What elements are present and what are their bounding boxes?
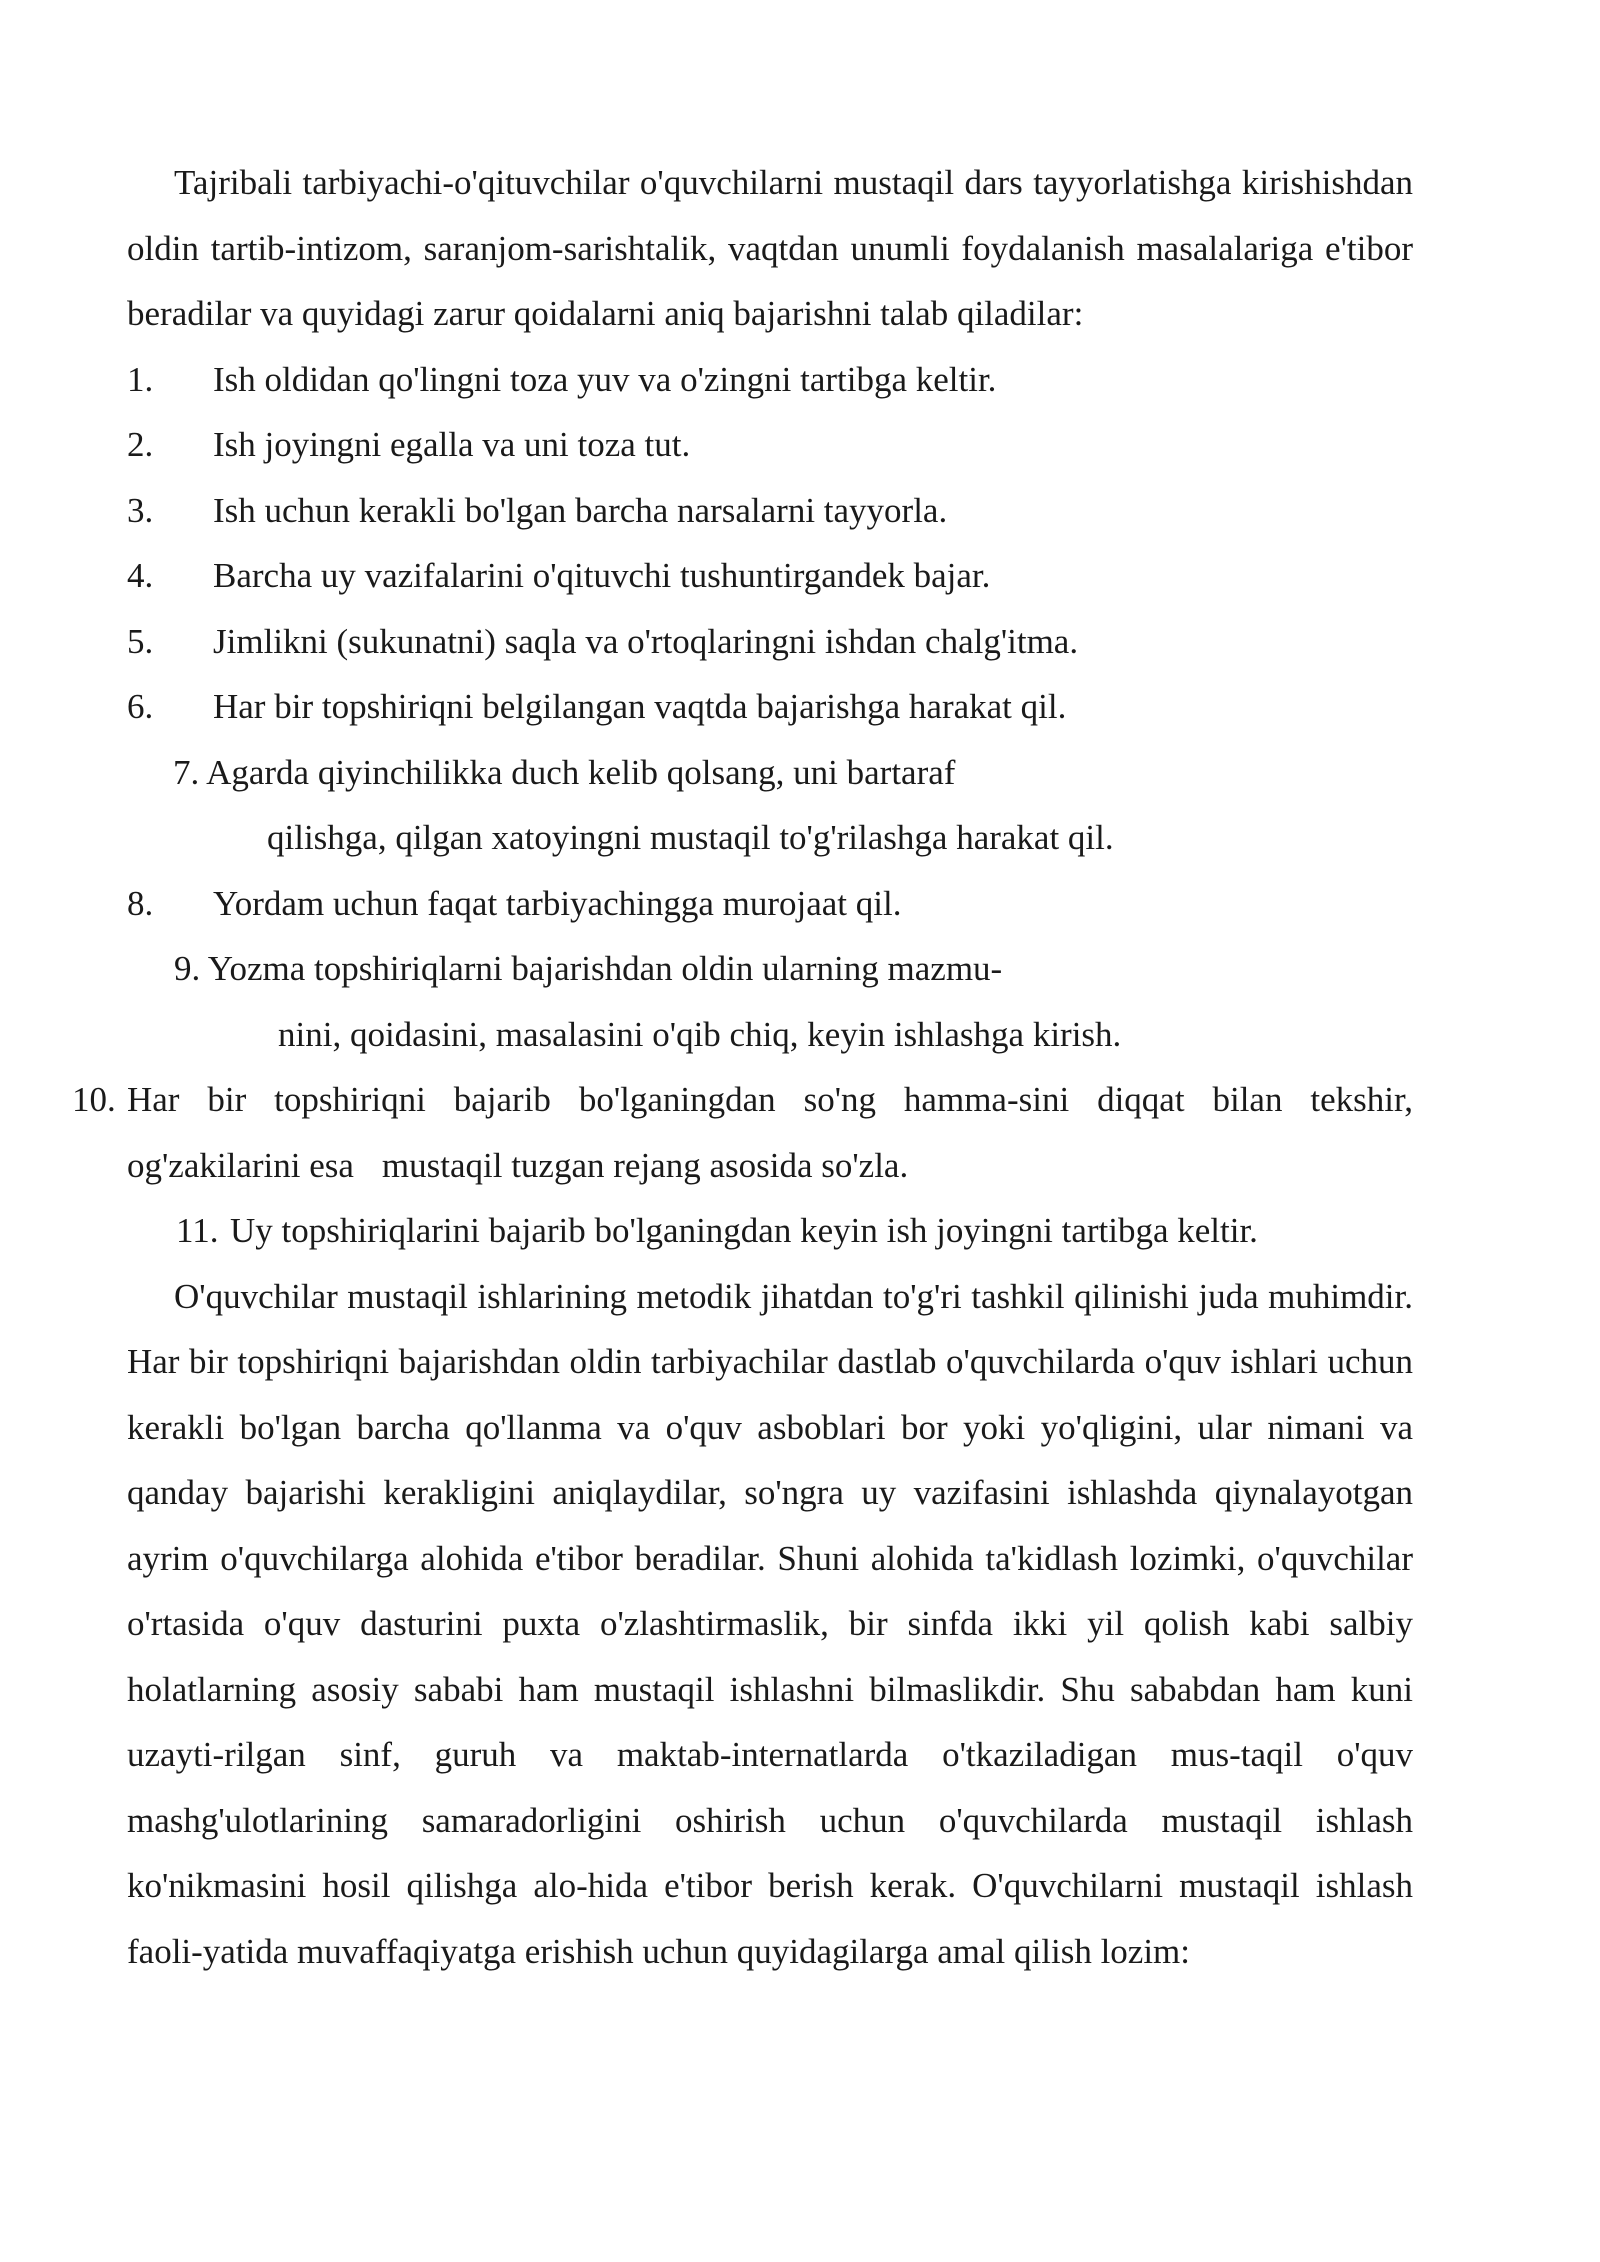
rule-text: Ish joyingni egalla va uni toza tut. bbox=[213, 425, 691, 464]
rule-item-2 bbox=[127, 412, 1413, 478]
rule-item-6 bbox=[127, 674, 1413, 740]
rule-item-9 bbox=[127, 936, 1413, 1067]
rule-item-4 bbox=[127, 543, 1413, 609]
rule-text: Barcha uy vazifalarini o'qituvchi tushuntirgandek bajar. bbox=[213, 556, 991, 595]
rule-number: 1. bbox=[127, 359, 154, 399]
rule-number: 8. bbox=[127, 883, 154, 923]
rule-text: Har bir topshiriqni belgilangan vaqtda bajarishga harakat qil. bbox=[213, 687, 1067, 726]
rule-item-5 bbox=[127, 609, 1413, 675]
rule-text: Ish oldidan qo'lingni toza yuv va o'zingni tartibga keltir. bbox=[213, 359, 997, 399]
rule-number: 2. bbox=[127, 425, 154, 464]
rule-text-continuation: nini, qoidasini, masalasini o'qib chiq, keyin ishlashga kirish. bbox=[278, 1014, 1122, 1054]
rule-text-continuation: qilishga, qilgan xatoyingni mustaqil to'g'rilashga harakat qil. bbox=[267, 818, 1114, 857]
rule-item-3 bbox=[127, 478, 1413, 544]
rule-number: 9. bbox=[174, 949, 201, 988]
rule-text: Jimlikni (sukunatni) saqla va o'rtoqlaringni ishdan chalg'itma. bbox=[213, 621, 1079, 661]
rule-text: Yordam uchun faqat tarbiyachingga murojaat qil. bbox=[213, 883, 902, 923]
rule-number: 11. bbox=[176, 1211, 219, 1250]
conclusion-paragraph: O'quvchilar mustaqil ishlarining metodik jihatdan to'g'ri tashkil qilinishi juda muhimdir. Har bir topshiriqni bajarishdan oldin tarbiyachilar dastlab o'quvchilarda o'quv ishlari uchun kerakli bo'lgan barcha qo'llanma va o'quv asboblari bor yoki yo'qligini, ular nimani va qanday bajarishi kerakligini aniqlaydilar, so'ngra uy vazifasini ishlashda qiynalayotgan ayrim o'quvchilarga alohida e'tibor beradilar. Shuni alohida ta'kidlash lozimki, o'quvchilar o'rtasida o'quv dasturini puxta o'zlashtirmaslik, bir sinfda ikki yil qolish kabi salbiy holatlarning asosiy sababi ham mustaqil ishlashni bilmaslikdir. Shu sababdan ham kuni uzayti-rilgan sinf, guruh va maktab-internatlarda o'tkaziladigan mus-taqil o'quv mashg'ulotlarining samaradorligini oshirish uchun o'quvchilarda mustaqil ishlash ko'nikmasini hosil qilishga alo-hida e'tibor berish kerak. O'quvchilarni mustaqil ishlash faoli-yatida muvaffaqiyatga erishish uchun quyidagilarga amal qilish lozim: bbox=[127, 1276, 1413, 1971]
rule-number: 6. bbox=[127, 687, 154, 726]
rule-text-continuation: mustaqil tuzgan rejang asosida so'zla. bbox=[381, 1145, 909, 1185]
rule-number: 4. bbox=[127, 556, 154, 595]
rule-text: Uy topshiriqlarini bajarib bo'lganingdan keyin ish joyingni tartibga keltir. bbox=[230, 1211, 1258, 1250]
rule-text: Ish uchun kerakli bo'lgan barcha narsalarni tayyorla. bbox=[213, 490, 948, 530]
rule-number: 3. bbox=[127, 490, 154, 530]
document-body bbox=[72, 150, 1413, 1984]
rule-item-8 bbox=[127, 871, 1413, 937]
intro-paragraph: Tajribali tarbiyachi-o'qituvchilar o'quvchilarni mustaqil dars tayyorlatishga kirishishdan oldin tartib-intizom, saranjom-sarishtalik, vaqtdan unumli foydalanish masalalariga e'tibor beradilar va quyidagi zarur qoidalarni aniq bajarishni talab qiladilar: bbox=[127, 163, 1413, 333]
rule-number: 10. bbox=[72, 1080, 116, 1119]
rule-number: 7. bbox=[173, 752, 200, 792]
rule-text: Agarda qiyinchilikka duch kelib qolsang, uni bartaraf bbox=[206, 752, 956, 792]
rule-text: Yozma topshiriqlarni bajarishdan oldin ularning mazmu- bbox=[207, 949, 1003, 988]
rule-number: 5. bbox=[127, 621, 154, 661]
rule-item-11 bbox=[127, 1198, 1413, 1264]
rule-item-10 bbox=[72, 1067, 1413, 1198]
rule-item-7 bbox=[127, 740, 1413, 871]
rule-item-1 bbox=[127, 347, 1413, 413]
rule-text: Har bir topshiriqni bajarib bo'lganingdan so'ng hamma-sini diqqat bilan tekshir, og'zakilarini esa bbox=[127, 1080, 1413, 1185]
